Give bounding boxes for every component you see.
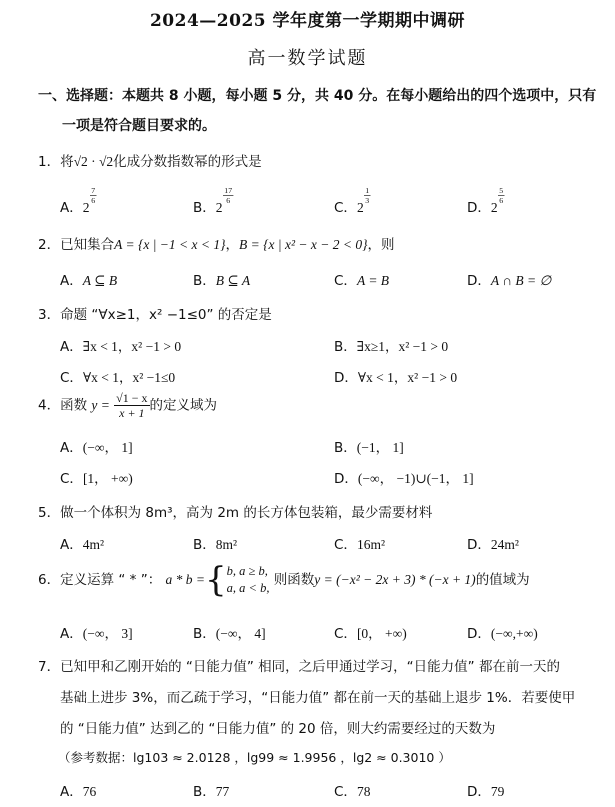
option-label: A． — [60, 273, 83, 289]
option-text: 76 — [82, 784, 97, 799]
option-label: A． — [60, 537, 83, 553]
question-text: ，则 — [367, 237, 395, 253]
option-text: ∃x < 1，x² −1 > 0 — [82, 339, 182, 354]
question-5 — [38, 501, 432, 521]
math-expression: √2 · √2 — [73, 154, 114, 169]
question-text: 的值域为 — [475, 572, 530, 588]
option-text: (−∞， 1] — [82, 440, 133, 455]
q5-option-c — [334, 533, 385, 553]
set-a-definition: A = {x | −1 < x < 1} — [114, 237, 226, 252]
q1-option-c — [334, 186, 374, 216]
option-base: 2 — [356, 200, 364, 215]
q1-option-a — [60, 186, 100, 216]
q6-option-c — [334, 622, 407, 642]
q6-option-a — [60, 622, 133, 642]
question-7-line3: 的 “日能力值” 达到乙的 “日能力值” 的 20 倍，则大约需要经过的天数为 — [60, 721, 496, 737]
option-text: A ⊆ B — [82, 273, 118, 288]
q7-option-c — [334, 780, 370, 800]
question-number: 6． — [38, 572, 61, 588]
question-4 — [38, 391, 217, 420]
option-text: (−∞， 3] — [82, 626, 133, 641]
option-label: A． — [60, 784, 83, 800]
question-6 — [38, 560, 530, 600]
option-label: C． — [334, 626, 357, 642]
q3-option-d — [334, 366, 457, 386]
q2-option-d — [467, 269, 551, 289]
option-text: [1， +∞) — [82, 471, 133, 486]
option-text: (−∞， −1)∪(−1， 1] — [357, 471, 474, 486]
exam-subtitle: 高一数学试题 — [247, 48, 368, 69]
case-1: b, a ≥ b, — [226, 564, 268, 578]
option-label: D． — [467, 784, 491, 800]
exponent-denominator: 6 — [498, 195, 503, 205]
option-text: 4m² — [82, 537, 105, 552]
question-2 — [38, 233, 395, 253]
option-text: A ∩ B = ∅ — [490, 273, 552, 288]
option-label: A． — [60, 200, 83, 216]
question-number: 3． — [38, 307, 61, 323]
exponent-denominator: 6 — [90, 195, 95, 205]
q4-option-c — [60, 467, 133, 487]
q6-option-b — [193, 622, 266, 642]
option-text: ∀x < 1，x² −1≤0 — [82, 370, 176, 385]
option-label: A． — [60, 626, 83, 642]
option-label: D． — [467, 200, 491, 216]
option-text: ∀x < 1，x² −1 > 0 — [357, 370, 458, 385]
option-text: 77 — [215, 784, 230, 799]
fraction-numerator: √1 − x — [116, 391, 148, 405]
option-text: 8m² — [215, 537, 238, 552]
option-label: D． — [467, 626, 491, 642]
operation-definition: a * b = — [165, 572, 206, 587]
exponent-numerator: 1 — [364, 186, 369, 196]
option-label: D． — [467, 537, 491, 553]
question-text: 将 — [60, 154, 74, 170]
q3-option-a — [60, 335, 181, 355]
exponent-numerator: 17 — [223, 186, 232, 196]
question-text: 定义运算 “ * ”： — [60, 572, 162, 588]
q7-option-a — [60, 780, 96, 800]
question-text: 已知集合 — [60, 237, 115, 253]
exponent-numerator: 5 — [498, 186, 503, 196]
function-fraction — [114, 391, 149, 420]
option-label: B． — [334, 440, 357, 456]
q7-option-d — [467, 780, 504, 800]
question-text: 则函数 — [273, 572, 315, 588]
q4-option-a — [60, 436, 133, 456]
question-3 — [38, 303, 272, 323]
option-label: B． — [193, 273, 216, 289]
option-label: C． — [334, 784, 357, 800]
question-7-line2: 基础上进步 3%，而乙疏于学习，“日能力值” 都在前一天的基础上退步 1%．若要使甲 — [60, 690, 576, 706]
option-label: A． — [60, 339, 83, 355]
fraction-denominator: x + 1 — [119, 406, 145, 420]
option-label: B． — [193, 537, 216, 553]
option-label: C． — [334, 200, 357, 216]
option-label: B． — [334, 339, 357, 355]
q2-option-c — [334, 269, 389, 289]
question-number: 5． — [38, 505, 61, 521]
q2-option-a — [60, 269, 117, 289]
option-text: 78 — [356, 784, 371, 799]
exponent-numerator: 7 — [90, 186, 95, 196]
q6-option-d — [467, 622, 538, 642]
option-text: [0， +∞) — [356, 626, 407, 641]
option-text: (−∞,+∞) — [490, 626, 538, 641]
option-label: D． — [467, 273, 491, 289]
option-text: A = B — [356, 273, 390, 288]
exam-title: 2024—2025 学年度第一学期期中调研 — [149, 11, 466, 31]
q5-option-d — [467, 533, 519, 553]
option-label: D． — [334, 471, 358, 487]
option-text: 79 — [490, 784, 505, 799]
left-brace-icon: { — [205, 560, 227, 600]
q4-option-b — [334, 436, 404, 456]
question-text: 化成分数指数幂的形式是 — [113, 154, 262, 170]
q7-option-b — [193, 780, 229, 800]
q2-option-b — [193, 269, 250, 289]
piecewise-cases — [227, 563, 270, 597]
function-y: y = — [91, 397, 110, 413]
option-text: (−1， 1] — [356, 440, 404, 455]
set-b-definition: B = {x | x² − x − 2 < 0} — [239, 237, 368, 252]
option-label: A． — [60, 440, 83, 456]
function-expression: y = (−x² − 2x + 3) * (−x + 1) — [314, 572, 476, 587]
question-number: 2． — [38, 237, 61, 253]
option-text: 24m² — [490, 537, 519, 552]
option-label: B． — [193, 200, 216, 216]
question-text: 做一个体积为 8m³，高为 2m 的长方体包装箱，最少需要材料 — [60, 505, 433, 521]
reference-data: （参考数据：lg103 ≈ 2.0128 ，lg99 ≈ 1.9956 ，lg2 ≈ 0.3010 ） — [58, 750, 451, 765]
option-text: 16m² — [356, 537, 385, 552]
q1-option-b — [193, 186, 239, 216]
q3-option-b — [334, 335, 448, 355]
option-label: C． — [60, 471, 83, 487]
question-text: 命题 “∀x≥1，x² −1≤0” 的否定是 — [60, 307, 272, 323]
q3-option-c — [60, 366, 175, 386]
question-7-line1 — [38, 655, 560, 675]
option-base: 2 — [215, 200, 223, 215]
option-label: C． — [60, 370, 83, 386]
question-text: 已知甲和乙刚开始的 “日能力值” 相同，之后甲通过学习，“日能力值” 都在前一天的 — [60, 659, 560, 675]
section-heading-line1: 一、选择题：本题共 8 小题，每小题 5 分，共 40 分。在每小题给出的四个选项中，只有 — [38, 88, 597, 104]
option-label: B． — [193, 784, 216, 800]
option-base: 2 — [82, 200, 90, 215]
option-base: 2 — [490, 200, 498, 215]
option-label: B． — [193, 626, 216, 642]
question-number: 4． — [38, 397, 61, 414]
question-text: 的定义域为 — [149, 397, 218, 414]
exponent-denominator: 3 — [364, 195, 369, 205]
q5-option-b — [193, 533, 237, 553]
q1-option-d — [467, 186, 508, 216]
option-label: C． — [334, 537, 357, 553]
question-number: 1． — [38, 154, 61, 170]
option-text: ∃x≥1，x² −1 > 0 — [356, 339, 449, 354]
q4-option-d — [334, 467, 474, 487]
case-2: a, a < b, — [226, 581, 270, 595]
option-text: (−∞， 4] — [215, 626, 266, 641]
question-1 — [38, 150, 262, 170]
section-heading-line2: 一项是符合题目要求的。 — [62, 118, 216, 134]
q5-option-a — [60, 533, 104, 553]
option-label: C． — [334, 273, 357, 289]
exponent-denominator: 6 — [225, 195, 230, 205]
separator: ， — [225, 237, 240, 253]
question-number: 7． — [38, 659, 61, 675]
question-text: 函数 — [60, 397, 88, 414]
option-label: D． — [334, 370, 358, 386]
option-text: B ⊆ A — [215, 273, 251, 288]
